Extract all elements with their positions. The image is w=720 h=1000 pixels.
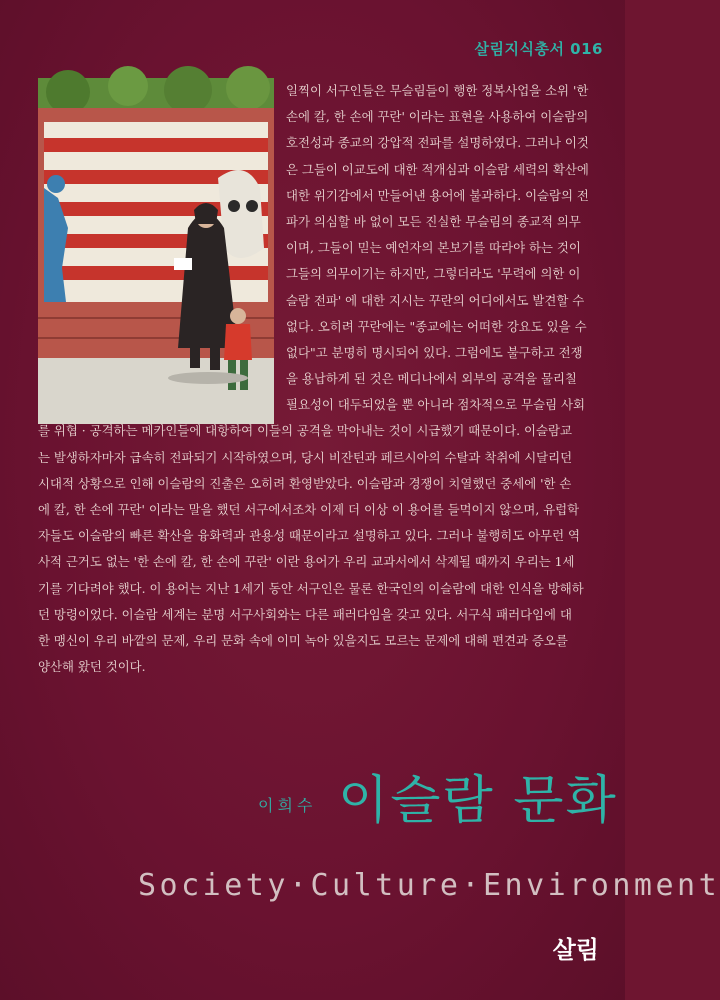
- text-line: 호전성과 종교의 강압적 전파를 설명하였다. 그러나 이것: [286, 135, 589, 151]
- text-line: 이며, 그들이 믿는 예언자의 본보기를 따라야 하는 것이: [286, 240, 581, 256]
- text-line: 양산해 왔던 것이다.: [38, 659, 146, 675]
- text-line: 슬람 전파' 에 대한 지시는 꾸란의 어디에서도 발견할 수: [286, 292, 585, 308]
- text-line: 자들도 이슬람의 빠른 확산을 융화력과 관용성 때문이라고 설명하고 있다. 그러나 불행히도 아무런 역: [38, 528, 580, 544]
- text-line: 던 망령이었다. 이슬람 세계는 분명 서구사회와는 다른 패러다임을 갖고 있다. 서구식 패러다임에 대: [38, 606, 572, 622]
- text-line: 시대적 상황으로 인해 이슬람의 진출은 오히려 환영받았다. 이슬람과 경쟁이 치열했던 중세에 '한 손: [38, 475, 572, 491]
- text-line: 을 용납하게 된 것은 메디나에서 외부의 공격을 물리칠: [286, 371, 577, 387]
- text-line: 손에 칼, 한 손에 꾸란' 이라는 표현을 사용하여 이슬람의: [286, 109, 589, 125]
- text-line: 에 칼, 한 손에 꾸란' 이라는 말을 했던 서구에서조차 이제 더 이상 이 용어를 들먹이지 않으며, 유럽학: [38, 502, 580, 517]
- series-label: 살림지식총서 016: [474, 40, 603, 58]
- text-line: 한 맹신이 우리 바깥의 문제, 우리 문화 속에 이미 녹아 있을지도 모르는 문제에 대해 편견과 증오를: [38, 632, 568, 648]
- text-line: 파가 의심할 바 없이 모든 진실한 무슬림의 종교적 의무: [286, 213, 581, 229]
- text-line: 없다"고 분명히 명시되어 있다. 그럼에도 불구하고 전쟁: [286, 344, 583, 360]
- text-line: 필요성이 대두되었을 뿐 아니라 점차적으로 무슬림 사회: [286, 397, 585, 413]
- text-line: 는 발생하자마자 급속히 전파되기 시작하였으며, 당시 비잔틴과 페르시아의 수탈과 착취에 시달리던: [38, 449, 573, 465]
- text-line: 은 그들이 이교도에 대한 적개심과 이슬람 세력의 확산에: [286, 161, 589, 177]
- series-subtitle: Society·Culture·Environment: [138, 868, 720, 903]
- text-line: 그들의 의무이기는 하지만, 그렇더라도 '무력에 의한 이: [286, 266, 581, 282]
- book-title: 이슬람 문화: [338, 771, 618, 831]
- text-line: 를 위협 · 공격하는 메카인들에 대항하여 이들의 공격을 막아내는 것이 시급했기 때문이다. 이슬람교: [38, 423, 572, 439]
- text-line: 없다. 오히려 꾸란에는 "종교에는 어떠한 강요도 있을 수: [286, 318, 587, 334]
- text-line: 사적 근거도 없는 '한 손에 칼, 한 손에 꾸란' 이란 용어가 우리 교과서에서 삭제될 때까지 우리는 1세: [38, 554, 575, 570]
- author-name: 이희수: [258, 796, 317, 815]
- text-line: 기를 기다려야 했다. 이 용어는 지난 1세기 동안 서구인은 물론 한국인의 이슬람에 대한 인식을 방해하: [38, 580, 584, 596]
- back-cover-text: [38, 78, 600, 680]
- text-line: 대한 위기감에서 만들어낸 용어에 불과하다. 이슬람의 전: [286, 187, 589, 203]
- publisher-logo: 살림: [552, 936, 599, 964]
- text-line: 일찍이 서구인들은 무슬림들이 행한 정복사업을 소위 '한: [286, 83, 589, 98]
